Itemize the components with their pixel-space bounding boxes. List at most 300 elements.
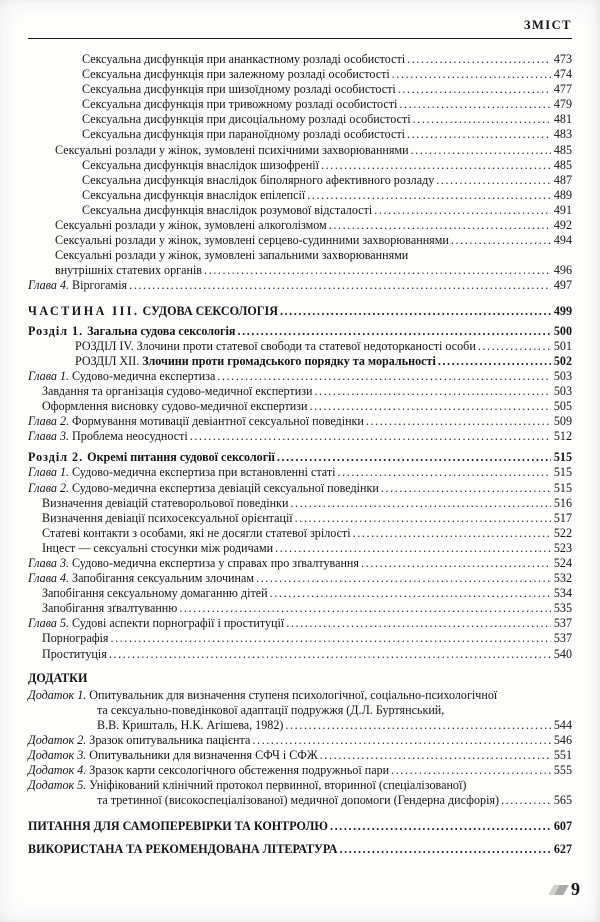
toc-entry — [28, 688, 572, 733]
toc-text-segment: Додаток 3. — [28, 748, 87, 763]
toc-entry-text — [28, 278, 127, 293]
toc-entry — [28, 819, 572, 834]
toc-line — [28, 112, 572, 127]
toc-text-segment: Сексуальна дисфункція при параноїдному розладі особистості — [82, 127, 405, 142]
toc-text-segment: Сексуальні розлади у жінок, зумовлені запальними захворюваннями — [55, 248, 409, 263]
toc-line — [28, 511, 572, 526]
toc-line — [28, 127, 572, 142]
toc-text-segment: Зразок карти сексологічного обстеження подружньої пари — [86, 763, 390, 778]
dotted-leader — [250, 733, 551, 748]
toc-entry-text — [28, 819, 328, 834]
toc-entry-text — [97, 703, 444, 718]
toc-text-segment: ВИКОРИСТАНА ТА РЕКОМЕНДОВАНА ЛІТЕРАТУРА — [28, 841, 338, 856]
dotted-leader — [278, 304, 551, 319]
toc-line — [28, 218, 572, 233]
toc-line — [28, 541, 572, 556]
toc-text-segment: Глава 1. — [28, 465, 70, 480]
toc-page-number: 607 — [553, 818, 572, 833]
toc-entry-text — [42, 541, 273, 556]
toc-page-number: 512 — [553, 429, 572, 444]
toc-page-number: 537 — [553, 616, 572, 631]
toc-line — [28, 369, 572, 384]
toc-text-segment: Опитувальник для визначення ступеня психологічної, соціально-психологічної — [86, 687, 498, 702]
toc-text-segment: Запобігання сексуальному домаганню дітей — [42, 586, 268, 601]
toc-text-segment: В.В. Кришталь, Н.К. Агішева, 1982) — [97, 717, 284, 732]
toc-entry — [28, 763, 572, 778]
dotted-leader — [405, 52, 551, 67]
toc-text-segment: Додаток 1. — [28, 687, 87, 702]
toc-page-number: 535 — [553, 601, 572, 616]
toc-line — [28, 465, 572, 480]
toc-text-segment: Сексуальна дисфункція внаслідок біполярного афективного розладу — [82, 172, 435, 187]
toc-entry — [28, 67, 572, 82]
toc-text-segment: Глава 3. — [28, 556, 70, 570]
toc-text-segment: Сексуальна дисфункція при тривожному розладі особистості — [82, 97, 398, 112]
dotted-leader — [127, 278, 551, 293]
toc-page-number: 522 — [553, 525, 572, 540]
toc-entry — [28, 733, 572, 748]
toc-text-segment: Глава 2. — [28, 480, 70, 495]
toc-page-number: 523 — [553, 540, 572, 555]
toc-entry-text — [75, 339, 476, 354]
toc-text-segment: РОЗДІЛ IV. Злочини проти статевої свободи та статевої недоторканості особи — [75, 338, 476, 353]
toc-entry-text — [55, 143, 409, 158]
toc-entry-text — [42, 601, 177, 616]
toc-page-number: 515 — [553, 450, 572, 465]
toc-line — [28, 842, 572, 857]
toc-page-number: 499 — [553, 303, 572, 318]
toc-line — [28, 703, 572, 718]
toc-entry — [28, 173, 572, 188]
toc-text-segment: Глава 3. — [28, 429, 70, 444]
dotted-leader — [397, 97, 550, 112]
toc-entry — [28, 369, 572, 384]
dotted-leader — [364, 414, 551, 429]
toc-page-number: 546 — [553, 733, 572, 748]
toc-entry-text — [42, 496, 288, 511]
toc-line — [28, 67, 572, 82]
toc-page-number: 474 — [553, 67, 572, 82]
toc-page-number: 627 — [553, 841, 572, 856]
toc-entry-text — [82, 158, 319, 173]
toc-page-number: 544 — [553, 717, 572, 732]
dotted-leader — [288, 496, 550, 511]
dotted-leader — [389, 763, 551, 778]
dotted-leader — [434, 173, 551, 188]
toc-text-segment: СУДОВА СЕКСОЛОГІЯ — [139, 303, 278, 318]
toc-entry-text — [55, 218, 327, 233]
toc-line — [28, 778, 572, 793]
dotted-leader — [202, 263, 551, 278]
toc-text-segment: Порнографія — [42, 631, 109, 646]
toc-page-number: 532 — [553, 571, 572, 586]
toc-page-number: 551 — [553, 748, 572, 763]
toc-text-segment: Сексуальні розлади у жінок, зумовлені алкоголізмом — [55, 218, 327, 233]
toc-entry-text — [82, 127, 405, 142]
toc-line — [28, 233, 572, 248]
toc-entry-text — [28, 688, 497, 703]
toc-entry-text — [82, 67, 390, 82]
dotted-leader — [328, 819, 551, 834]
toc-entry-text — [28, 842, 337, 857]
toc-entry-text — [28, 369, 215, 384]
dotted-leader — [107, 647, 551, 662]
toc-page-number: 540 — [553, 646, 572, 661]
toc-line — [28, 158, 572, 173]
toc-line — [28, 52, 572, 67]
toc-entry — [28, 203, 572, 218]
toc-line — [28, 496, 572, 511]
toc-text-segment: Формування мотивації девіантної сексуальної поведінки — [69, 414, 364, 429]
toc-page-number: 524 — [553, 556, 572, 570]
dotted-leader — [372, 203, 551, 218]
toc-line — [28, 339, 572, 354]
toc-page-number: 483 — [553, 127, 572, 142]
dotted-leader — [254, 571, 551, 586]
toc-entry-text — [42, 511, 293, 526]
dotted-leader — [351, 526, 551, 541]
toc-entry-text — [28, 450, 275, 465]
toc-entry-text — [42, 384, 312, 399]
toc-entry-text — [82, 188, 305, 203]
toc-line — [28, 384, 572, 399]
toc-text-segment: Сексуальна дисфункція при ананкастному розладі особистості — [82, 52, 406, 66]
dotted-leader — [390, 67, 551, 82]
toc-text-segment: Злочини проти громадського порядку та моральності — [142, 353, 436, 368]
toc-entry-text — [42, 526, 351, 541]
toc-line — [28, 586, 572, 601]
toc-text-segment: та третинної (високоспеціалізованої) медичної допомоги (Гендерна дисфорія) — [97, 793, 500, 808]
toc-text-segment: Віргогамія — [69, 278, 128, 293]
toc-text-segment: та сексуально-поведінкової адаптації подружжя (Д.Л. Буртянський, — [97, 702, 445, 717]
toc-text-segment: Запобігання зґвалтуванню — [42, 601, 178, 616]
toc-page-number: 492 — [553, 218, 572, 233]
toc-entry — [28, 778, 572, 808]
toc-text-segment: Сексуальна дисфункція внаслідок розумової відсталості — [82, 202, 373, 217]
toc-line — [28, 324, 572, 339]
toc-entry — [28, 188, 572, 203]
dotted-leader — [436, 354, 551, 369]
dotted-leader — [396, 82, 551, 97]
toc-entry — [28, 586, 572, 601]
toc-entry — [28, 399, 572, 414]
toc-text-segment: Глава 5. — [28, 616, 70, 631]
toc-entry — [28, 278, 572, 293]
toc-entry-text — [28, 429, 188, 444]
toc-entry — [28, 429, 572, 444]
toc-line — [28, 571, 572, 586]
dotted-leader — [359, 556, 551, 571]
toc-entry-text — [28, 414, 364, 429]
toc-entry — [28, 218, 572, 233]
toc-text-segment: Сексуальна дисфункція внаслідок шизофренії — [82, 157, 320, 172]
toc-entry — [28, 571, 572, 586]
toc-entry-text — [28, 733, 250, 748]
toc-entry — [28, 481, 572, 496]
toc-page-number: 497 — [553, 278, 572, 293]
toc-text-segment: Додаток 5. — [28, 778, 87, 793]
toc-entry-text — [28, 465, 336, 480]
toc-entry — [28, 496, 572, 511]
toc-page-number: 500 — [553, 323, 572, 338]
toc-line — [28, 450, 572, 465]
toc-entry — [28, 233, 572, 248]
toc-page-number: 505 — [553, 399, 572, 414]
toc-entry-text — [28, 616, 284, 631]
toc-page-number: 485 — [553, 142, 572, 157]
toc-text-segment: Глава 2. — [28, 414, 70, 429]
toc-text-segment: Окремі питання судової сексології — [87, 450, 275, 465]
toc-page-number: 481 — [553, 112, 572, 127]
toc-entry-text — [97, 793, 499, 808]
dotted-leader — [337, 842, 550, 857]
toc-line — [28, 763, 572, 778]
toc-entry — [28, 647, 572, 662]
toc-entry — [28, 82, 572, 97]
toc-text-segment: ЧАСТИНА III. — [28, 303, 140, 318]
toc-line — [28, 304, 572, 319]
toc-entry — [28, 414, 572, 429]
toc-text-segment: Проблема неосудності — [69, 429, 188, 444]
toc-line — [28, 263, 572, 278]
toc-text-segment: Сексуальна дисфункція внаслідок епілепсії — [82, 187, 306, 202]
toc-page-number: 479 — [553, 97, 572, 112]
dotted-leader — [188, 429, 551, 444]
dotted-leader — [283, 718, 550, 733]
toc-entry-text — [28, 324, 235, 339]
toc-page-number: 503 — [553, 368, 572, 383]
toc-line — [28, 399, 572, 414]
toc-page-number: 501 — [553, 338, 572, 353]
toc-entry — [28, 97, 572, 112]
toc-line — [28, 556, 572, 571]
toc-entry — [28, 450, 572, 465]
toc-line — [28, 354, 572, 369]
toc-text-segment: Запобігання сексуальним злочинам — [69, 571, 254, 586]
toc-page-number: 496 — [553, 263, 572, 278]
toc-entry — [28, 339, 572, 354]
dotted-leader — [268, 586, 551, 601]
toc-line — [28, 414, 572, 429]
toc-line — [28, 671, 572, 686]
toc-entry-text — [82, 203, 372, 218]
toc-line — [28, 601, 572, 616]
toc-text-segment: Додаток 2. — [28, 733, 87, 748]
toc-page-number: 515 — [553, 465, 572, 480]
toc-entry-text — [82, 173, 434, 188]
toc-page-number: 485 — [553, 157, 572, 172]
toc-entry-text — [28, 571, 254, 586]
dotted-leader — [336, 465, 551, 480]
toc-entry-text — [82, 82, 396, 97]
toc-page-number: 537 — [553, 631, 572, 646]
dotted-leader — [409, 143, 551, 158]
page-number: 9 — [571, 879, 580, 899]
toc-entry — [28, 631, 572, 646]
toc-line — [28, 143, 572, 158]
toc-page-number: 494 — [553, 233, 572, 248]
dotted-leader — [177, 601, 551, 616]
dotted-leader — [319, 158, 551, 173]
toc-line — [28, 248, 572, 263]
toc-text-segment: ДОДАТКИ — [28, 670, 88, 685]
toc-line — [28, 793, 572, 808]
toc-text-segment: Сексуальні розлади у жінок, зумовлені серцево-судинними захворюваннями — [55, 233, 449, 248]
toc-entry — [28, 556, 572, 571]
toc-line — [28, 82, 572, 97]
toc-text-segment: Судові аспекти порнографії і проституції — [69, 616, 285, 631]
toc-line — [28, 631, 572, 646]
toc-entry — [28, 465, 572, 480]
toc-entry — [28, 601, 572, 616]
toc-line — [28, 278, 572, 293]
toc-text-segment: Розділ 2. — [28, 450, 88, 465]
toc-page-number: 517 — [553, 510, 572, 525]
toc-text-segment: внутрішніх статевих органів — [55, 263, 203, 278]
toc-entry-text — [28, 671, 87, 686]
toc-entry — [28, 127, 572, 142]
toc-text-segment: Глава 1. — [28, 368, 70, 383]
toc-entry — [28, 616, 572, 631]
toc-text-segment: Опитувальники для визначення СФЧ і СФЖ — [86, 748, 318, 763]
toc-page-number: 565 — [553, 793, 572, 808]
page-footer — [551, 879, 580, 900]
toc-text-segment: Визначення девіацій статеворольової поведінки — [42, 495, 289, 510]
toc-list — [28, 52, 572, 857]
header-rule — [28, 38, 572, 39]
toc-entry — [28, 143, 572, 158]
toc-entry-text — [42, 586, 268, 601]
toc-entry-text — [82, 112, 411, 127]
toc-text-segment: РОЗДІЛ XII. — [75, 353, 143, 368]
toc-page-number: 555 — [553, 763, 572, 778]
dotted-leader — [449, 233, 551, 248]
toc-entry — [28, 324, 572, 339]
toc-page-number: 489 — [553, 187, 572, 202]
toc-entry — [28, 748, 572, 763]
toc-line — [28, 481, 572, 496]
toc-entry-text — [55, 233, 449, 248]
page-title: ЗМІСТ — [523, 18, 572, 32]
toc-page-number: 502 — [553, 353, 572, 368]
toc-entry-text — [28, 481, 379, 496]
dotted-leader — [379, 481, 551, 496]
toc-line — [28, 429, 572, 444]
toc-page-number: 509 — [553, 414, 572, 429]
dotted-leader — [108, 631, 550, 646]
toc-entry — [28, 384, 572, 399]
toc-text-segment: ПИТАННЯ ДЛЯ САМОПЕРЕВІРКИ ТА КОНТРОЛЮ — [28, 818, 328, 833]
toc-text-segment: Завдання та організація судово-медичної експертизи — [42, 383, 313, 398]
toc-page-number: 473 — [553, 52, 572, 66]
toc-text-segment: Судово-медична експертиза — [69, 368, 216, 383]
toc-text-segment: Сексуальна дисфункція при дисоціальному розладі особистості — [82, 112, 411, 127]
toc-page-number: 491 — [553, 202, 572, 217]
toc-line — [28, 173, 572, 188]
toc-text-segment: Статеві контакти з особами, які не досягли статевої зрілості — [42, 525, 351, 540]
toc-entry-text — [55, 263, 202, 278]
toc-page-number: 515 — [553, 480, 572, 495]
toc-text-segment: Оформлення висновку судово-медичної експертизи — [42, 399, 308, 414]
toc-entry-text — [28, 748, 318, 763]
toc-entry-text — [28, 763, 389, 778]
toc-entry-text — [75, 354, 436, 369]
toc-entry-text — [28, 304, 278, 319]
dotted-leader — [284, 616, 551, 631]
toc-page-number: 487 — [553, 172, 572, 187]
toc-text-segment: Сексуальна дисфункція при шизоїдному розладі особистості — [82, 82, 396, 97]
toc-entry — [28, 158, 572, 173]
toc-entry — [28, 671, 572, 686]
toc-text-segment: Судово-медична експертиза при встановленні статі — [69, 465, 336, 480]
dotted-leader — [273, 541, 551, 556]
toc-entry-text — [55, 248, 408, 263]
toc-entry — [28, 112, 572, 127]
toc-text-segment: Глава 4. — [28, 278, 70, 293]
toc-entry-text — [28, 778, 466, 793]
toc-text-segment: Судово-медична експертиза у справах про зґвалтування — [69, 556, 359, 570]
toc-page-number: 516 — [553, 495, 572, 510]
toc-line — [28, 819, 572, 834]
dotted-leader — [235, 324, 550, 339]
toc-text-segment: Сексуальні розлади у жінок, зумовлені психічними захворюваннями — [55, 142, 409, 157]
toc-line — [28, 718, 572, 733]
dotted-leader — [411, 112, 551, 127]
toc-page-number: 534 — [553, 586, 572, 601]
dotted-leader — [327, 218, 551, 233]
toc-entry — [28, 541, 572, 556]
dotted-leader — [318, 748, 551, 763]
toc-entry — [28, 511, 572, 526]
dotted-leader — [312, 384, 550, 399]
toc-text-segment: Уніфікований клінічний протокол первинної, вторинної (спеціалізованої) — [86, 778, 467, 793]
toc-page-number: 477 — [553, 82, 572, 97]
toc-entry — [28, 304, 572, 319]
toc-entry — [28, 354, 572, 369]
toc-text-segment: Сексуальна дисфункція при залежному розладі особистості — [82, 67, 390, 82]
toc-text-segment: Судово-медична експертиза девіацій сексуальної поведінки — [69, 480, 379, 495]
toc-entry-text — [82, 97, 397, 112]
toc-line — [28, 647, 572, 662]
toc-text-segment: Додаток 4. — [28, 763, 87, 778]
toc-line — [28, 616, 572, 631]
toc-text-segment: Визначення девіації психосексуальної орієнтації — [42, 510, 293, 525]
page-corner-decoration — [551, 885, 566, 895]
toc-text-segment: Проституція — [42, 646, 107, 661]
dotted-leader — [308, 399, 551, 414]
page-header — [28, 18, 572, 39]
toc-text-segment: Розділ 1. — [28, 323, 88, 338]
toc-text-segment: Загальна судова сексологія — [87, 323, 236, 338]
toc-entry-text — [42, 647, 107, 662]
toc-entry-text — [42, 631, 108, 646]
toc-entry-text — [28, 556, 359, 571]
dotted-leader — [405, 127, 551, 142]
toc-line — [28, 203, 572, 218]
dotted-leader — [499, 793, 551, 808]
dotted-leader — [215, 369, 550, 384]
toc-line — [28, 733, 572, 748]
toc-line — [28, 526, 572, 541]
toc-text-segment: Інцест — сексуальні стосунки між родичами — [42, 540, 274, 555]
dotted-leader — [293, 511, 551, 526]
toc-entry — [28, 526, 572, 541]
toc-line — [28, 688, 572, 703]
toc-entry-text — [97, 718, 283, 733]
dotted-leader — [305, 188, 551, 203]
toc-page-number: 503 — [553, 383, 572, 398]
toc-entry-text — [82, 52, 405, 67]
